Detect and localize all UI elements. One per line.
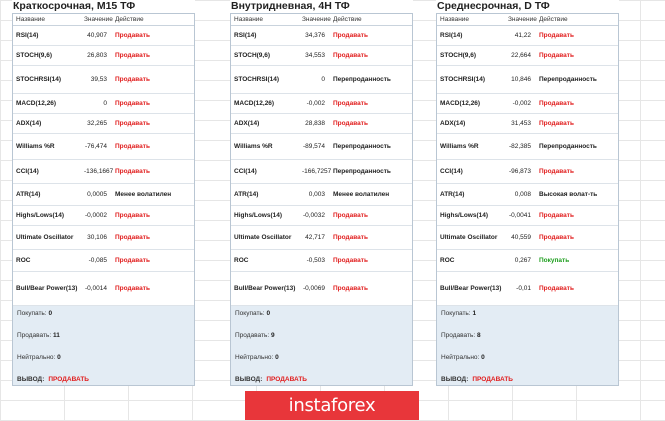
indicator-value: 0,003: [308, 191, 325, 198]
table-row: [437, 184, 618, 206]
summary-neutral-count: [235, 354, 279, 361]
indicator-name: Highs/Lows(14): [16, 212, 65, 219]
indicator-action: Перепроданность: [539, 76, 597, 83]
header-name: Название: [234, 16, 264, 23]
indicator-name: MACD(12,26): [440, 100, 481, 107]
indicator-action: Покупать: [539, 257, 570, 264]
indicator-name: Highs/Lows(14): [440, 212, 489, 219]
table-row: [437, 226, 618, 250]
indicator-name: STOCH(9,6): [440, 52, 476, 59]
summary-verdict: [441, 376, 513, 383]
table-row: [13, 250, 194, 272]
indicator-name: ATR(14): [234, 191, 259, 198]
indicator-value: 22,664: [511, 52, 531, 59]
indicator-action: Продавать: [539, 32, 574, 39]
table-row: [13, 206, 194, 226]
table-row: [231, 46, 412, 66]
indicator-action: Продавать: [539, 52, 574, 59]
indicator-value: -0,002: [512, 100, 531, 107]
indicator-action: Продавать: [539, 168, 574, 175]
summary-label: Нейтрально:: [441, 354, 480, 361]
summary-label: Покупать:: [235, 310, 265, 317]
indicator-name: ROC: [16, 257, 31, 264]
summary-neutral-count: [17, 354, 61, 361]
indicator-name: Williams %R: [234, 143, 273, 150]
summary-value: 9: [271, 332, 275, 339]
verdict-value: ПРОДАВАТЬ: [266, 376, 307, 383]
indicator-value: -82,385: [508, 143, 531, 150]
indicator-value: -89,574: [302, 143, 325, 150]
table-row: [231, 26, 412, 46]
indicator-name: Bull/Bear Power(13): [234, 285, 296, 292]
indicator-name: Highs/Lows(14): [234, 212, 283, 219]
summary-value: 0: [266, 310, 271, 317]
indicator-name: CCI(14): [234, 168, 257, 175]
indicator-name: ADX(14): [234, 120, 260, 127]
indicator-action: Перепроданность: [333, 168, 391, 175]
panel-title: Краткосрочная, М15 ТФ: [13, 0, 136, 12]
indicator-action: Продавать: [115, 212, 150, 219]
verdict-label: ВЫВОД:: [17, 376, 45, 383]
indicator-value: 34,553: [305, 52, 325, 59]
summary-value: 0: [481, 354, 485, 361]
summary-verdict: [17, 376, 89, 383]
indicator-value: 34,376: [305, 32, 325, 39]
table-row: [13, 184, 194, 206]
table-row: [13, 46, 194, 66]
summary-sell-count: [235, 332, 275, 339]
logo-text: instaforex: [288, 395, 376, 416]
indicator-value: 0,0005: [87, 191, 107, 198]
table-row: [437, 206, 618, 226]
summary-label: Продавать:: [235, 332, 270, 339]
indicator-value: -0,0032: [302, 212, 325, 219]
indicator-action: Продавать: [539, 100, 574, 107]
indicator-action: Продавать: [333, 212, 368, 219]
indicator-name: STOCHRSI(14): [16, 76, 62, 83]
indicator-name: MACD(12,26): [234, 100, 275, 107]
indicator-name: Bull/Bear Power(13): [440, 285, 502, 292]
summary-value: 0: [57, 354, 61, 361]
summary-value: 8: [477, 332, 481, 339]
indicator-value: 31,453: [511, 120, 531, 127]
indicator-action: Продавать: [539, 120, 574, 127]
indicator-table: [230, 13, 413, 386]
summary-value: 0: [48, 310, 53, 317]
indicator-value: 40,559: [511, 234, 531, 241]
verdict-value: ПРОДАВАТЬ: [472, 376, 513, 383]
indicator-name: ADX(14): [16, 120, 42, 127]
indicator-action: Продавать: [333, 52, 368, 59]
indicator-value: 26,803: [87, 52, 107, 59]
verdict-label: ВЫВОД:: [235, 376, 263, 383]
indicator-action: Продавать: [333, 120, 368, 127]
indicator-name: CCI(14): [440, 168, 463, 175]
indicator-name: RSI(14): [16, 32, 39, 39]
summary-value: 11: [53, 332, 60, 339]
indicator-action: Продавать: [333, 257, 368, 264]
indicator-name: Bull/Bear Power(13): [16, 285, 78, 292]
indicator-name: CCI(14): [16, 168, 39, 175]
panel-title: Внутридневная, 4Н ТФ: [231, 0, 350, 12]
indicator-action: Продавать: [115, 285, 150, 292]
table-row: [437, 26, 618, 46]
indicator-name: STOCH(9,6): [234, 52, 270, 59]
indicator-value: 42,717: [305, 234, 325, 241]
table-row: [13, 114, 194, 134]
indicator-value: -0,0014: [84, 285, 107, 292]
indicator-value: -76,474: [84, 143, 107, 150]
table-row: [231, 160, 412, 184]
indicator-name: ATR(14): [16, 191, 41, 198]
table-row: [437, 160, 618, 184]
indicator-action: Продавать: [115, 257, 150, 264]
indicator-value: 41,22: [514, 32, 531, 39]
indicator-value: -166,7257: [302, 168, 332, 175]
indicator-value: 0,008: [514, 191, 531, 198]
indicator-action: Продавать: [115, 234, 150, 241]
table-row: [437, 250, 618, 272]
summary-label: Продавать:: [17, 332, 52, 339]
table-row: [231, 114, 412, 134]
table-row: [231, 134, 412, 160]
table-row: [231, 226, 412, 250]
indicator-action: Продавать: [115, 32, 150, 39]
indicator-value: 32,265: [87, 120, 107, 127]
indicator-action: Перепроданность: [333, 76, 391, 83]
indicator-action: Продавать: [115, 120, 150, 127]
indicator-action: Продавать: [115, 76, 150, 83]
panel-short-term: [12, 0, 195, 386]
indicator-action: Перепроданность: [539, 143, 597, 150]
header-action: Действие: [333, 16, 362, 23]
table-row: [231, 272, 412, 306]
indicator-name: MACD(12,26): [16, 100, 57, 107]
summary-neutral-count: [441, 354, 485, 361]
indicator-name: Ultimate Oscillator: [440, 234, 498, 241]
table-row: [437, 46, 618, 66]
table-row: [437, 272, 618, 306]
table-row: [13, 134, 194, 160]
summary-label: Покупать:: [17, 310, 47, 317]
panel-title: Среднесрочная, D ТФ: [437, 0, 550, 12]
summary-value: 1: [472, 310, 477, 317]
indicator-table: [12, 13, 195, 386]
indicator-action: Продавать: [333, 285, 368, 292]
summary-label: Продавать:: [441, 332, 476, 339]
indicator-action: Продавать: [115, 143, 150, 150]
indicator-action: Продавать: [333, 32, 368, 39]
panel-mid-term: [436, 0, 619, 386]
table-header: [231, 14, 412, 26]
indicator-name: Williams %R: [440, 143, 479, 150]
table-row: [231, 94, 412, 114]
indicator-name: Ultimate Oscillator: [16, 234, 74, 241]
indicator-action: Продавать: [115, 52, 150, 59]
header-action: Действие: [539, 16, 568, 23]
indicator-value: 10,846: [511, 76, 531, 83]
indicator-name: STOCHRSI(14): [440, 76, 486, 83]
summary-buy-count: [441, 310, 476, 317]
indicator-name: ROC: [234, 257, 249, 264]
indicator-name: RSI(14): [234, 32, 257, 39]
indicator-action: Продавать: [333, 100, 368, 107]
indicator-value: 0: [103, 100, 107, 107]
indicator-action: Продавать: [115, 168, 150, 175]
indicator-value: -0,085: [88, 257, 107, 264]
indicator-action: Менее волатилен: [115, 191, 172, 198]
indicator-action: Перепроданность: [333, 143, 391, 150]
indicator-action: Продавать: [115, 100, 150, 107]
summary-verdict: [235, 376, 307, 383]
indicator-name: ATR(14): [440, 191, 465, 198]
indicator-value: 40,907: [87, 32, 107, 39]
indicator-value: -0,01: [516, 285, 531, 292]
indicator-name: STOCH(9,6): [16, 52, 52, 59]
table-row: [437, 66, 618, 94]
summary-sell-count: [17, 332, 60, 339]
summary-sell-count: [441, 332, 481, 339]
indicator-action: Продавать: [539, 212, 574, 219]
table-row: [231, 206, 412, 226]
indicator-action: Продавать: [333, 234, 368, 241]
header-value: Значение: [84, 16, 113, 23]
summary-buy-count: [235, 310, 270, 317]
table-row: [231, 250, 412, 272]
summary-value: 0: [275, 354, 279, 361]
indicator-value: 39,53: [90, 76, 107, 83]
indicator-table: [436, 13, 619, 386]
indicator-action: Продавать: [539, 285, 574, 292]
header-value: Значение: [302, 16, 331, 23]
verdict-label: ВЫВОД:: [441, 376, 469, 383]
indicator-value: -0,0069: [302, 285, 325, 292]
indicator-action: Высокая волат-ть: [539, 191, 598, 198]
header-action: Действие: [115, 16, 144, 23]
summary-block: [231, 306, 412, 385]
indicator-value: -0,002: [306, 100, 325, 107]
summary-label: Покупать:: [441, 310, 471, 317]
table-row: [13, 272, 194, 306]
indicator-value: 0,267: [514, 257, 531, 264]
header-name: Название: [440, 16, 470, 23]
table-row: [13, 66, 194, 94]
indicator-name: RSI(14): [440, 32, 463, 39]
summary-buy-count: [17, 310, 52, 317]
indicator-value: 30,106: [87, 234, 107, 241]
table-row: [13, 160, 194, 184]
indicator-name: ROC: [440, 257, 455, 264]
indicator-value: -0,0041: [508, 212, 531, 219]
table-row: [231, 184, 412, 206]
indicator-action: Продавать: [539, 234, 574, 241]
table-row: [13, 94, 194, 114]
table-row: [437, 134, 618, 160]
table-row: [13, 226, 194, 250]
table-row: [231, 66, 412, 94]
table-header: [13, 14, 194, 26]
summary-block: [437, 306, 618, 385]
panel-intraday: [230, 0, 413, 386]
indicator-value: -0,503: [306, 257, 325, 264]
indicator-name: Williams %R: [16, 143, 55, 150]
indicator-value: -0,0002: [84, 212, 107, 219]
header-name: Название: [16, 16, 46, 23]
verdict-value: ПРОДАВАТЬ: [48, 376, 89, 383]
table-row: [437, 114, 618, 134]
indicator-value: -136,1667: [84, 168, 114, 175]
summary-block: [13, 306, 194, 385]
table-row: [13, 26, 194, 46]
indicator-name: STOCHRSI(14): [234, 76, 280, 83]
indicator-name: Ultimate Oscillator: [234, 234, 292, 241]
summary-label: Нейтрально:: [235, 354, 274, 361]
indicator-value: 28,838: [305, 120, 325, 127]
header-value: Значение: [508, 16, 537, 23]
instaforex-logo[interactable]: [245, 391, 419, 420]
indicator-value: -96,873: [508, 168, 531, 175]
summary-label: Нейтрально:: [17, 354, 56, 361]
table-row: [437, 94, 618, 114]
indicator-name: ADX(14): [440, 120, 466, 127]
table-header: [437, 14, 618, 26]
indicator-action: Менее волатилен: [333, 191, 390, 198]
indicator-value: 0: [321, 76, 325, 83]
